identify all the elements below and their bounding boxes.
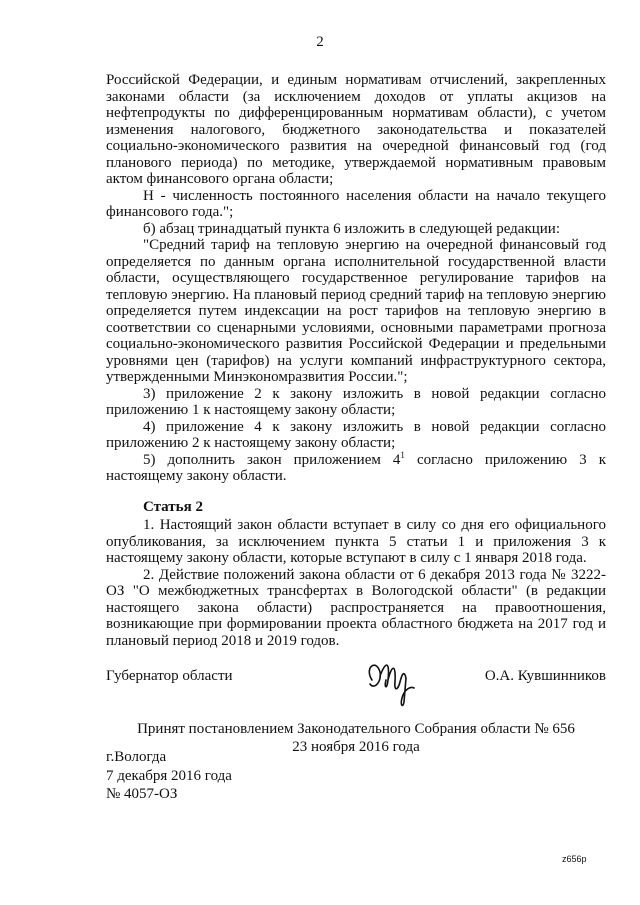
paragraph-item-4: 4) приложение 4 к закону изложить в новой редакции согласно приложению 2 к настоящему закону области; [106,418,606,451]
governor-name: О.А. Кувшинников [484,668,606,684]
article-2-paragraph-2: 2. Действие положений закона области от 6 декабря 2013 года № 3222-ОЗ "О межбюджетных трансфертах в Вологодской области" (в редакции настоящего закона области) распространяется на правоотношения, возникающие при формировании проекта областного бюджета на 2017 год и плановый период 2018 и 2019 годов. [106,566,606,649]
document-code: z656p [562,854,587,864]
paragraph-item-b: б) абзац тринадцатый пункта 6 изложить в следующей редакции: [143,220,561,237]
article-2-paragraph-1: 1. Настоящий закон области вступает в силу со дня его официального опубликования, за исключением пункта 5 статьи 1 и приложения 3 к настоящему закону области, которые вступают в силу с 1 января 2018 года. [106,517,606,566]
paragraph-tariff-quote: "Средний тариф на тепловую энергию на очередной финансовый год определяется по данным органа исполнительной государственной власти области, осуществляющего государственное регулирование тарифов на тепловую энергию. На плановый период средний тариф на тепловую энергию определяется путем индексации на рост тарифов на тепловую энергию в соответствии со сценарными условиями, основными параметрами прогноза социально-экономического развития Российской Федерации и предельными уровнями цен (тарифов) на услуги компаний инфраструктурного сектора, утвержденными Минэкономразвития России."; [106,237,606,385]
paragraph-continuation: Российской Федерации, и единым нормативам отчислений, закрепленных законами области (за исключением доходов от уплаты акцизов на нефтепродукты по дифференцированным нормативам области), с учетом изменения налогового, бюджетного законодательства и показателей социально-экономического развития на очередной финансовый год (год планового периода) по методике, утверждаемой нормативным правовым актом финансового органа области; [106,72,606,187]
item5-text-before: 5) дополнить закон приложением 4 [143,451,401,468]
article-2-title: Статья 2 [143,498,203,515]
item5-superscript: 1 [400,449,405,460]
paragraph-item-5 [106,449,606,485]
adoption-line-1: Принят постановлением Законодательного Собрания области № 656 [137,721,575,737]
paragraph-population: Н - численность постоянного населения области на начало текущего финансового года."; [106,187,606,220]
governor-title: Губернатор области [106,668,233,684]
paragraph-item-3: 3) приложение 2 к закону изложить в новой редакции согласно приложению 1 к настоящему закону области; [106,385,606,418]
document-body [106,72,606,649]
place-date-block [106,748,232,804]
adoption-line-2: 23 ноября 2016 года [292,739,420,755]
handwritten-signature [360,650,420,710]
place: г.Вологда [106,749,167,765]
signature-block [106,668,606,696]
date: 7 декабря 2016 года [106,767,232,784]
item5-text-after: согласно приложению 3 к настоящему закону области. [106,451,606,484]
law-number: № 4057-ОЗ [106,786,178,802]
page-number: 2 [316,34,324,50]
